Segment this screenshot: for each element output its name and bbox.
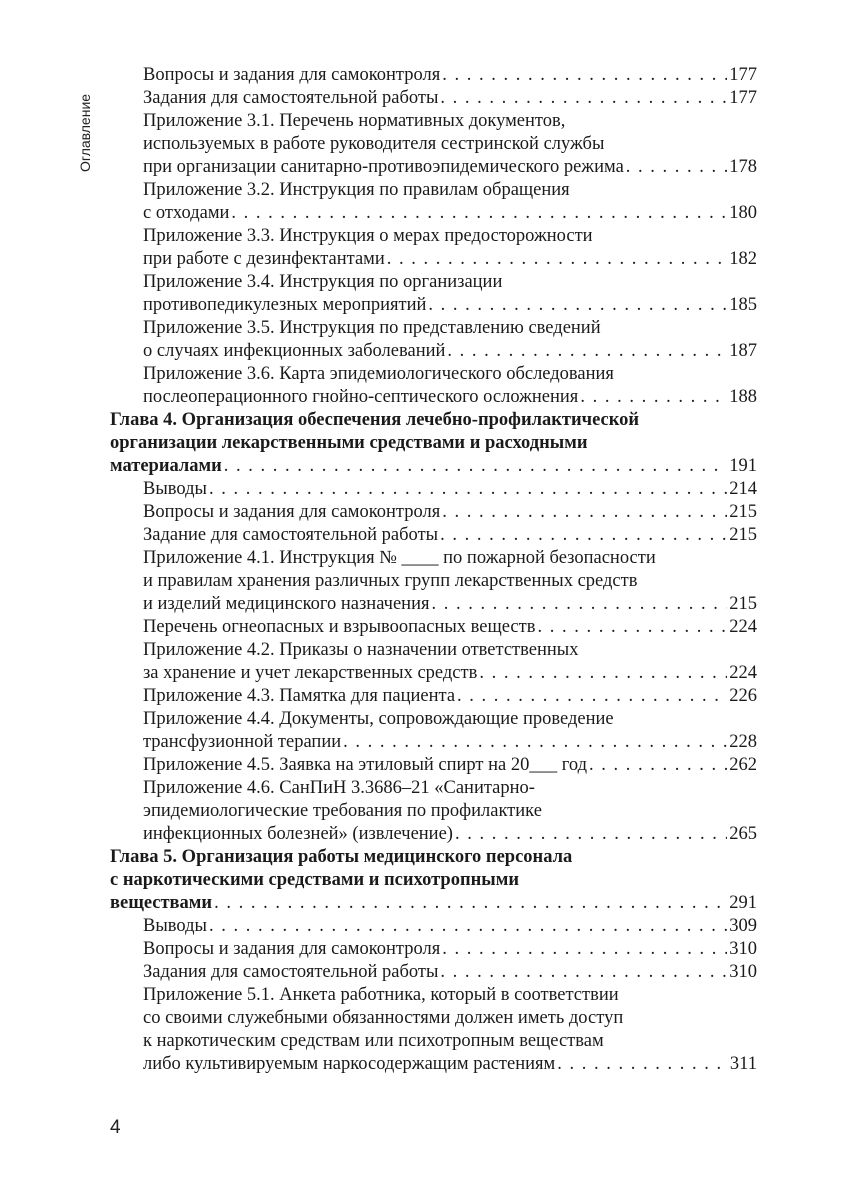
dot-leader	[214, 892, 727, 915]
toc-entry-title-line: послеоперационного гнойно-септического осложнения	[143, 387, 579, 407]
dot-leader	[440, 961, 727, 984]
toc-entry[interactable]	[110, 478, 757, 501]
toc-entry[interactable]	[110, 708, 757, 754]
toc-page-number: 265	[729, 824, 757, 844]
toc-entry[interactable]	[110, 938, 757, 961]
toc-page-number: 309	[729, 916, 757, 936]
dot-leader	[209, 915, 727, 938]
toc-entry-title-line: Глава 4. Организация обеспечения лечебно-профилактической	[110, 410, 640, 430]
toc-entry[interactable]	[110, 685, 757, 708]
toc-page-number: 226	[729, 686, 757, 706]
toc-page-number: 191	[729, 456, 757, 476]
dot-leader	[479, 662, 727, 685]
toc-entry-title-line: Выводы	[143, 916, 207, 936]
toc-entry-title-line: к наркотическим средствам или психотропным веществам	[143, 1031, 604, 1051]
toc-entry-title-line: Вопросы и задания для самоконтроля	[143, 65, 441, 85]
toc-entry-title-line: трансфузионной терапии	[143, 732, 342, 752]
toc-page-number: 215	[729, 525, 757, 545]
dot-leader	[231, 202, 727, 225]
toc-entry-title-line: Задание для самостоятельной работы	[143, 525, 439, 545]
toc-entry[interactable]	[110, 984, 757, 1076]
toc-entry[interactable]	[110, 639, 757, 685]
toc-entry[interactable]	[110, 317, 757, 363]
toc-entry-title-line: Глава 5. Организация работы медицинского персонала	[110, 847, 573, 867]
toc-entry[interactable]	[110, 363, 757, 409]
toc-page-number: 185	[729, 295, 757, 315]
toc-page-number: 310	[729, 962, 757, 982]
toc-entry[interactable]	[110, 524, 757, 547]
toc-entry-title-line: Вопросы и задания для самоконтроля	[143, 502, 441, 522]
toc-entry[interactable]	[110, 110, 757, 179]
toc-entry-title-line: противопедикулезных мероприятий	[143, 295, 427, 315]
toc-entry[interactable]	[110, 547, 757, 616]
toc-page-number: 187	[729, 341, 757, 361]
toc-entry[interactable]	[110, 64, 757, 87]
toc-entry[interactable]	[110, 616, 757, 639]
toc-page-number: 224	[729, 663, 757, 683]
toc-entry-title-line: Вопросы и задания для самоконтроля	[143, 939, 441, 959]
toc-entry-title-line: либо культивируемым наркосодержащим растениям	[143, 1054, 556, 1074]
dot-leader	[442, 64, 727, 87]
dot-leader	[428, 294, 727, 317]
dot-leader	[440, 524, 727, 547]
toc-entry-title-line: Приложение 4.6. СанПиН 3.3686–21 «Санитарно-	[143, 778, 535, 798]
toc-entry-title-line: и изделий медицинского назначения	[143, 594, 430, 614]
dot-leader	[457, 685, 727, 708]
toc-entry-title-line: Приложение 4.5. Заявка на этиловый спирт на 20___ год	[143, 755, 587, 775]
toc-entry-title-line: Приложение 4.1. Инструкция № ____ по пожарной безопасности	[143, 548, 656, 568]
toc-page-number: 291	[729, 893, 757, 913]
toc-page-number: 310	[729, 939, 757, 959]
toc-entry[interactable]	[110, 754, 757, 777]
dot-leader	[447, 340, 727, 363]
toc-entry-title-line: Приложение 3.4. Инструкция по организации	[143, 272, 503, 292]
toc-entry[interactable]	[110, 777, 757, 846]
toc-page-number: 182	[729, 249, 757, 269]
toc-entry-title-line: за хранение и учет лекарственных средств	[143, 663, 478, 683]
toc-entry-title-line: Приложение 4.2. Приказы о назначении ответственных	[143, 640, 579, 660]
toc-entry-title-line: и правилам хранения различных групп лекарственных средств	[143, 571, 638, 591]
dot-leader	[442, 501, 727, 524]
toc-entry-title-line: о случаях инфекционных заболеваний	[143, 341, 446, 361]
toc-page-number: 188	[729, 387, 757, 407]
toc-entry-title-line: при организации санитарно-противоэпидемического режима	[143, 157, 624, 177]
toc-entry[interactable]	[110, 271, 757, 317]
toc-page-number: 214	[729, 479, 757, 499]
toc-entry-title-line: Задания для самостоятельной работы	[143, 88, 439, 108]
running-header-label: Оглавление	[77, 93, 93, 172]
toc-entry-title-line: инфекционных болезней» (извлечение)	[143, 824, 453, 844]
dot-leader	[442, 938, 727, 961]
dot-leader	[589, 754, 727, 777]
toc-page-number: 228	[729, 732, 757, 752]
toc-entry[interactable]	[110, 915, 757, 938]
toc-entry[interactable]	[110, 87, 757, 110]
toc-entry-title-line: используемых в работе руководителя сестринской службы	[143, 134, 605, 154]
dot-leader	[387, 248, 727, 271]
dot-leader	[557, 1053, 728, 1076]
dot-leader	[224, 455, 727, 478]
toc-chapter-entry[interactable]	[110, 846, 757, 915]
toc-entry-title-line: эпидемиологические требования по профилактике	[143, 801, 542, 821]
dot-leader	[209, 478, 727, 501]
toc-page-number: 180	[729, 203, 757, 223]
toc-entry-title-line: организации лекарственными средствами и расходными	[110, 433, 588, 453]
toc-entry-title-line: Задания для самостоятельной работы	[143, 962, 439, 982]
dot-leader	[343, 731, 727, 754]
toc-page-number: 224	[729, 617, 757, 637]
toc-page-number: 215	[729, 502, 757, 522]
toc-entry[interactable]	[110, 961, 757, 984]
toc-page-number: 177	[729, 65, 757, 85]
toc-entry-title-line: с отходами	[143, 203, 230, 223]
toc-page-number: 262	[729, 755, 757, 775]
dot-leader	[580, 386, 727, 409]
toc-entry-title-line: Приложение 3.2. Инструкция по правилам обращения	[143, 180, 570, 200]
dot-leader	[626, 156, 727, 179]
toc-entry-title-line: со своими служебными обязанностями должен иметь доступ	[143, 1008, 624, 1028]
toc-entry[interactable]	[110, 225, 757, 271]
toc-entry-title-line: Приложение 3.1. Перечень нормативных документов,	[143, 111, 566, 131]
toc-entry-title-line: при работе с дезинфектантами	[143, 249, 385, 269]
toc-entry[interactable]	[110, 501, 757, 524]
toc-entry-title-line: Приложение 3.6. Карта эпидемиологического обследования	[143, 364, 614, 384]
dot-leader	[537, 616, 727, 639]
toc-entry-title-line: Перечень огнеопасных и взрывоопасных веществ	[143, 617, 536, 637]
toc-entry-title-line: материалами	[110, 456, 222, 476]
toc-entry-title-line: Приложение 4.4. Документы, сопровождающие проведение	[143, 709, 614, 729]
toc-page-number: 178	[729, 157, 757, 177]
dot-leader	[432, 593, 728, 616]
toc-page-number: 215	[729, 594, 757, 614]
toc-entry[interactable]	[110, 179, 757, 225]
table-of-contents	[110, 64, 757, 1076]
toc-entry-title-line: с наркотическими средствами и психотропными	[110, 870, 519, 890]
toc-entry-title-line: Приложение 4.3. Памятка для пациента	[143, 686, 456, 706]
toc-entry-title-line: Приложение 5.1. Анкета работника, который в соответствии	[143, 985, 619, 1005]
toc-entry-title-line: Приложение 3.3. Инструкция о мерах предосторожности	[143, 226, 593, 246]
toc-page-number: 311	[729, 1054, 757, 1074]
toc-entry-title-line: веществами	[110, 893, 213, 913]
toc-chapter-entry[interactable]	[110, 409, 757, 478]
page-number: 4	[110, 1117, 121, 1138]
toc-entry-title-line: Приложение 3.5. Инструкция по представлению сведений	[143, 318, 601, 338]
dot-leader	[440, 87, 727, 110]
toc-entry-title-line: Выводы	[143, 479, 207, 499]
dot-leader	[455, 823, 727, 846]
toc-page-number: 177	[729, 88, 757, 108]
